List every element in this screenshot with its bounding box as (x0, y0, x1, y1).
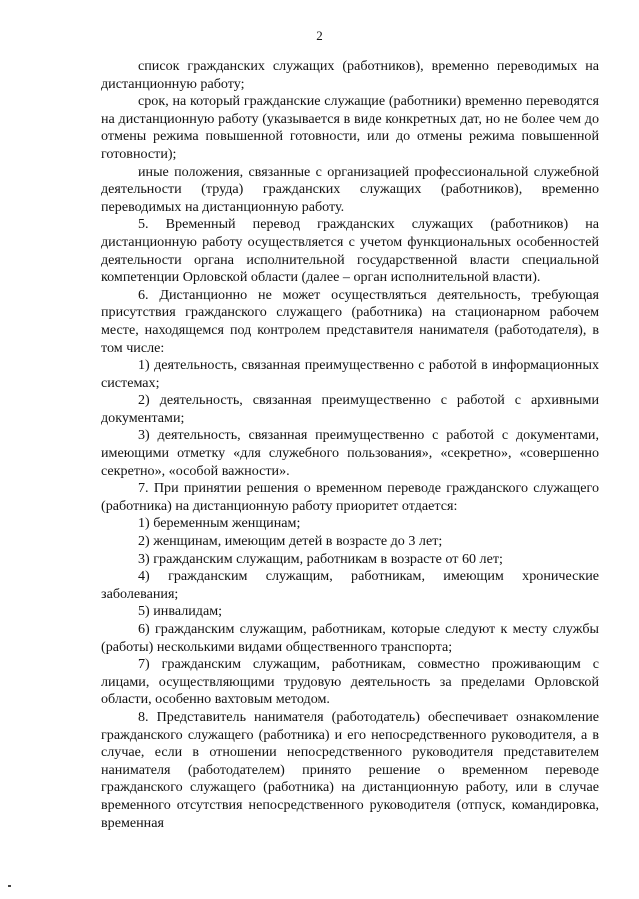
paragraph-clause-6-item-3: 3) деятельность, связанная преимущественно с работой с документами, имеющими отметку «для служебного пользования», «секретно», «совершенно секретно», «особой важности». (101, 427, 599, 479)
paragraph-clause-6: 6. Дистанционно не может осуществляться деятельность, требующая присутствия гражданского служащего (работника) на стационарном рабочем месте, находящемся под контролем представителя нанимателя (работодателя), в том числе: (101, 286, 599, 356)
page-number: 2 (316, 28, 323, 43)
paragraph-other-provisions: иные положения, связанные с организацией профессиональной служебной деятельности (труда) гражданских служащих (работников), временно переводимых на дистанционную работу. (101, 163, 599, 215)
paragraph-clause-7-item-4: 4) гражданским служащим, работникам, имеющим хронические заболевания; (101, 568, 599, 602)
paragraph-clause-7-item-6: 6) гражданским служащим, работникам, которые следуют к месту службы (работы) несколькими видами общественного транспорта; (101, 621, 599, 655)
paragraph-clause-6-item-2: 2) деятельность, связанная преимущественно с работой с архивными документами; (101, 392, 599, 426)
paragraph-clause-8: 8. Представитель нанимателя (работодатель) обеспечивает ознакомление гражданского служащего (работника) и его непосредственного руководителя, а в случае, если в отношении непосредственного руководителя представителем нанимателя (работодателем) принято решение о временном переводе гражданского служащего (работника) на дистанционную работу, или в случае временного отсутствия непосредственного руководителя (отпуск, командировка, временная (101, 708, 599, 831)
paragraph-clause-7-item-5: 5) инвалидам; (138, 603, 223, 620)
paragraph-list-of-employees: список гражданских служащих (работников), временно переводимых на дистанционную работу; (101, 58, 599, 92)
paragraph-clause-7-item-7: 7) гражданским служащим, работникам, совместно проживающим с лицами, осуществляющими трудовую деятельность за пределами Орловской области, особенно вахтовым методом. (101, 656, 599, 708)
paragraph-clause-7-item-2: 2) женщинам, имеющим детей в возрасте до 3 лет; (138, 533, 443, 550)
paragraph-clause-6-item-1: 1) деятельность, связанная преимущественно с работой в информационных системах; (101, 357, 599, 391)
paragraph-clause-5: 5. Временный перевод гражданских служащих (работников) на дистанционную работу осуществляется с учетом функциональных особенностей деятельности органа исполнительной государственной власти специальной компетенции Орловской области (далее – орган исполнительной власти). (101, 216, 599, 286)
paragraph-term: срок, на который гражданские служащие (работники) временно переводятся на дистанционную работу (указывается в виде конкретных дат, но не более чем до отмены режима повышенной готовности, или до отмены режима повышенной готовности); (101, 93, 599, 162)
document-body (101, 58, 599, 832)
scan-mark (8, 885, 11, 887)
paragraph-clause-7: 7. При принятии решения о временном переводе гражданского служащего (работника) на дистанционную работу приоритет отдается: (101, 480, 599, 514)
paragraph-clause-7-item-3: 3) гражданским служащим, работникам в возрасте от 60 лет; (138, 550, 503, 567)
paragraph-clause-7-item-1: 1) беременным женщинам; (138, 515, 301, 532)
